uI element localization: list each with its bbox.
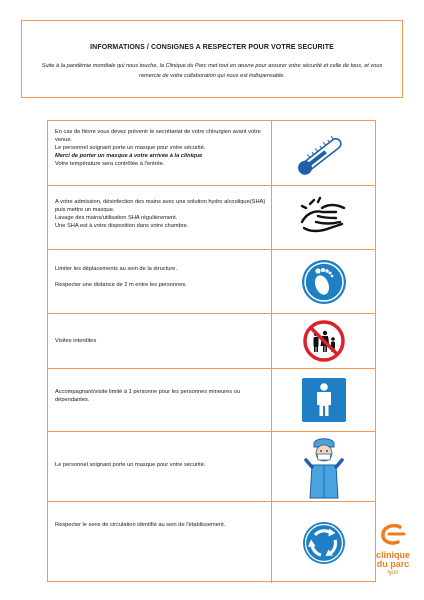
row-line: Respecter le sens de circulation identifié au sein de l'établissement. bbox=[55, 522, 226, 528]
logo-city: lyon bbox=[387, 570, 399, 576]
row-line: Merci de porter un masque à votre arrivée à la clinique bbox=[55, 153, 203, 159]
row-line: En cas de fièvre vous devez prévenir le secrétariat de votre chirurgien avant votre venue. bbox=[55, 129, 261, 143]
row-text bbox=[55, 198, 267, 230]
row-line: Votre température sera contrôlée à l'entrée. bbox=[55, 161, 165, 167]
row-line: Respecter une distance de 2 m entre les personnes. bbox=[55, 282, 187, 288]
table-row bbox=[48, 186, 375, 250]
person-icon bbox=[302, 378, 346, 422]
no-visitors-icon bbox=[302, 319, 346, 363]
footprint-icon bbox=[300, 258, 348, 306]
row-line: Le personnel soignant porte un masque pour votre sécurité. bbox=[55, 145, 206, 151]
row-text bbox=[55, 461, 267, 469]
clinic-logo bbox=[370, 524, 416, 586]
masked-caregiver-icon bbox=[303, 434, 345, 500]
row-line: Accompagnant/visite limité à 1 personne pour les personnes mineures ou dépendantes. bbox=[55, 389, 240, 403]
roundabout-icon bbox=[301, 520, 347, 566]
row-text bbox=[55, 388, 267, 404]
row-line: Limiter les déplacements au sein de la structure. bbox=[55, 266, 178, 272]
instructions-table bbox=[47, 120, 376, 582]
row-text bbox=[55, 521, 267, 529]
row-line: Visites interdites bbox=[55, 338, 97, 344]
row-text bbox=[55, 265, 267, 289]
thermometer-icon bbox=[292, 130, 356, 176]
row-text bbox=[55, 337, 267, 345]
table-row bbox=[48, 250, 375, 314]
clinic-logo-mark-icon bbox=[376, 524, 410, 546]
row-line: Lavage des mains/utilisation SHA régulièrement. bbox=[55, 215, 178, 221]
table-row bbox=[48, 502, 375, 583]
row-line: Le personnel soignant porte un masque pour votre sécurité. bbox=[55, 462, 206, 468]
intro-text: Suite à la pandémie mondiale qui nous touche, la Clinique du Parc met tout en œuvre pour assurer votre sécurité et celle de tous, et vous remercie de votre collaboration qui nous est indispensable. bbox=[41, 63, 383, 79]
row-text bbox=[55, 128, 267, 168]
table-row bbox=[48, 369, 375, 432]
row-line: Une SHA est à votre disposition dans votre chambre. bbox=[55, 223, 189, 229]
row-line: A votre admission, désinfection des mains avec une solution hydro alcoolique(SHA) puis mettre un masque. bbox=[55, 199, 266, 213]
header-box bbox=[21, 20, 403, 98]
table-row bbox=[48, 121, 375, 186]
logo-line-2: du parc bbox=[376, 559, 410, 569]
table-row bbox=[48, 314, 375, 369]
table-row bbox=[48, 432, 375, 502]
hand-wash-icon bbox=[296, 196, 352, 240]
logo-line-1: clinique bbox=[375, 550, 410, 560]
page-title: INFORMATIONS / CONSIGNES A RESPECTER POUR VOTRE SECURITE bbox=[90, 44, 334, 51]
